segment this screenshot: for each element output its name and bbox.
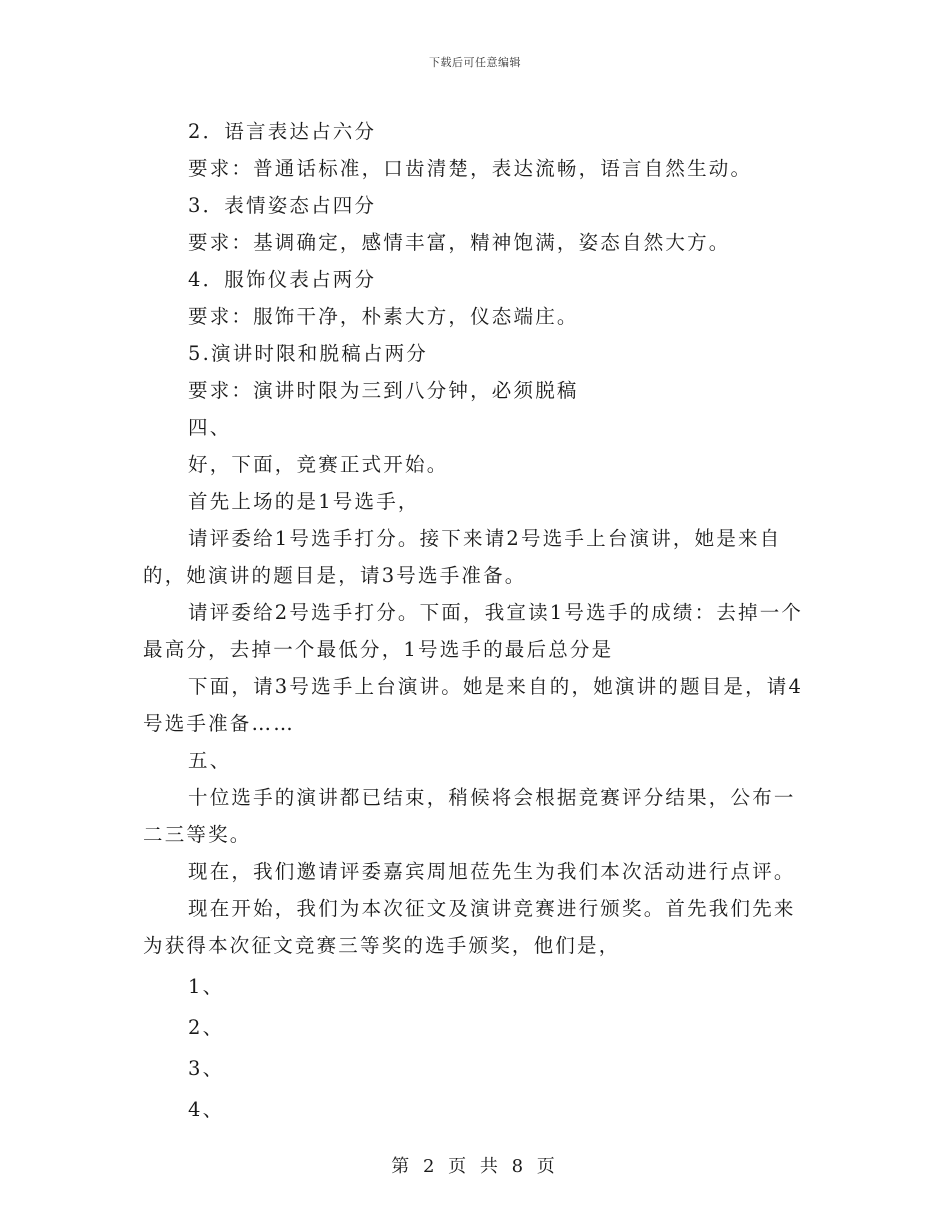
list-item: 2、 — [188, 1016, 225, 1039]
paragraph: 好，下面，竞赛正式开始。 — [188, 453, 449, 476]
paragraph: 现在，我们邀请评委嘉宾周旭莅先生为我们本次活动进行点评。 — [188, 860, 796, 883]
paragraph: 5.演讲时限和脱稿占两分 — [188, 342, 429, 365]
list-item: 3、 — [188, 1057, 225, 1080]
section-heading: 五、 — [188, 749, 232, 772]
section-heading: 四、 — [188, 416, 232, 439]
paragraph: 下面，请3号选手上台演讲。她是来自的，她演讲的题目是，请4号选手准备…… — [143, 675, 804, 735]
paragraph: 要求：服饰干净，朴素大方，仪态端庄。 — [188, 305, 579, 328]
paragraph: 3．表情姿态占四分 — [188, 194, 377, 217]
paragraph: 首先上场的是1号选手， — [188, 490, 420, 513]
document-body — [143, 113, 807, 1128]
paragraph: 要求：普通话标准，口齿清楚，表达流畅，语言自然生动。 — [188, 157, 753, 180]
page-footer: 第 2 页 共 8 页 — [391, 1156, 559, 1177]
paragraph: 2．语言表达占六分 — [188, 120, 377, 143]
list-item: 4、 — [188, 1098, 225, 1121]
paragraph: 4．服饰仪表占两分 — [188, 268, 377, 291]
paragraph: 要求：基调确定，感情丰富，精神饱满，姿态自然大方。 — [188, 231, 731, 254]
paragraph: 请评委给2号选手打分。下面，我宣读1号选手的成绩：去掉一个最高分，去掉一个最低分，1号选手的最后总分是 — [143, 601, 804, 661]
paragraph: 现在开始，我们为本次征文及演讲竞赛进行颁奖。首先我们先来为获得本次征文竞赛三等奖的选手颁奖，他们是， — [143, 897, 796, 957]
paragraph: 十位选手的演讲都已结束，稍候将会根据竞赛评分结果，公布一二三等奖。 — [143, 786, 796, 846]
list-item: 1、 — [188, 975, 225, 998]
page-header: 下载后可任意编辑 — [429, 56, 521, 69]
paragraph: 要求：演讲时限为三到八分钟，必须脱稿 — [188, 379, 579, 402]
paragraph: 请评委给1号选手打分。接下来请2号选手上台演讲，她是来自的，她演讲的题目是，请3号选手准备。 — [143, 527, 782, 587]
